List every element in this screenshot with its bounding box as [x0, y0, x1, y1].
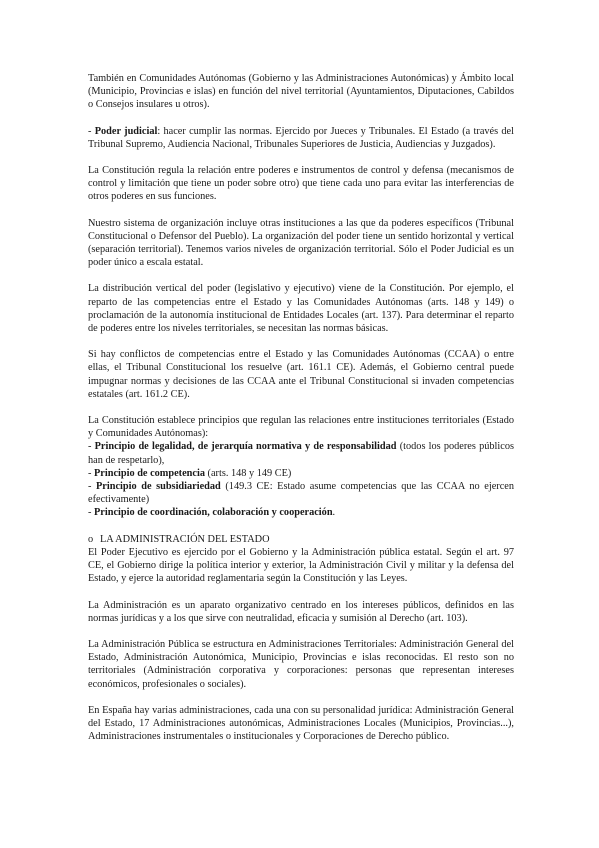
dash-prefix: -: [88, 507, 95, 519]
paragraph-judicial-power: [88, 125, 514, 151]
paragraph-competence-conflicts: Si hay conflictos de competencias entre el Estado y las Comunidades Autónomas (CCAA) o entre ellas, el Tribunal Constitucional los resuelve (art. 161.1 CE). Además, el Gobierno central puede impugnar normas y decisiones de las CCAA ante el Tribunal Constitucional si invaden competencias estatales (art. 161.2 CE).: [88, 349, 514, 400]
dash-prefix: -: [88, 441, 95, 453]
dash-prefix: -: [88, 481, 97, 493]
principle-item: [88, 467, 514, 480]
paragraph-text: : hacer cumplir las normas. Ejercido por Jueces y Tribunales. El Estado (a través del Tribunal Supremo, Audiencia Nacional, Tribunales Superiores de Justicia, Audiencias y Juzgados).: [88, 125, 514, 150]
principle-text: .: [332, 507, 336, 519]
paragraph-autonomous-communities: También en Comunidades Autónomas (Gobierno y las Administraciones Autonómicas) y Ámbito local (Municipio, Provincias e islas) en función del nivel territorial (Ayuntamientos, Diputaciones, Cabildos o Consejos insulares u otros).: [88, 73, 514, 111]
paragraph-administrations-spain: En España hay varias administraciones, cada una con su personalidad jurídica: Administración General del Estado, 17 Administraciones autonómicas, Administraciones Locales (Municipios, Provincias...), Administraciones instrumentales o institucionales y Corporaciones de Derecho público.: [88, 704, 514, 743]
circle-bullet-icon: o: [88, 533, 94, 545]
principle-title: Principio de competencia: [94, 467, 205, 479]
principle-item: [88, 480, 514, 506]
term-judicial-power: Poder judicial: [94, 125, 158, 137]
paragraph-organization-system: Nuestro sistema de organización incluye otras instituciones a las que da poderes específicos (Tribunal Constitucional o Defensor del Pueblo). La organización del poder tiene un sentido horizontal y vertical (separación territorial). Tenemos varios niveles de organización territorial. Sólo el Poder Judicial es un poder único a escala estatal.: [88, 217, 514, 269]
principle-text: (149.3 CE: Estado asume competencias que las CCAA no ejercen efectivamente): [88, 481, 514, 506]
paragraph-vertical-distribution: La distribución vertical del poder (legislativo y ejecutivo) viene de la Constitución. Por ejemplo, el reparto de las competencias entre el Estado y las Comunidades Autónomas (arts. 148 y 149) o proclamación de la autonomía institucional de Entidades Locales (art. 137). Para determinar el reparto de poderes entre los niveles territoriales, se necesitan las normas básicas.: [88, 283, 514, 335]
section-heading: LA ADMINISTRACIÓN DEL ESTADO: [100, 533, 270, 545]
paragraph-administration-structure: La Administración Pública se estructura en Administraciones Territoriales: Administración General del Estado, Administración Autonómica, Municipio, Provincias e islas reconocidas. El resto son no territoriales (Administración corporativa y corporaciones: personas que representan intereses económicos, profesionales o sociales).: [88, 638, 514, 690]
principle-title: Principio de coordinación, colaboración y cooperación: [94, 507, 333, 519]
principle-text: (arts. 148 y 149 CE): [204, 467, 292, 479]
dash-prefix: -: [88, 125, 95, 137]
paragraph-constitution-relations: La Constitución regula la relación entre poderes e instrumentos de control y defensa (mecanismos de control y limitación que tiene un poder sobre otro) que tiene cada uno para evitar las interferencias de otros poderes en sus funciones.: [88, 165, 514, 203]
principle-item: [88, 506, 514, 519]
principles-intro: La Constitución establece principios que regulan las relaciones entre instituciones territoriales (Estado y Comunidades Autónomas):: [88, 415, 514, 440]
principles-section: [88, 414, 514, 520]
document-body: [88, 72, 514, 756]
dash-prefix: -: [88, 467, 95, 479]
principle-item: [88, 440, 514, 466]
principle-text: (todos los poderes públicos han de respetarlo),: [88, 441, 514, 466]
principle-title: Principio de subsidiariedad: [96, 481, 221, 493]
principle-title: Principio de legalidad, de jerarquía normativa y de responsabilidad: [94, 441, 397, 453]
paragraph-administration-definition: La Administración es un aparato organizativo centrado en los intereses públicos, definidos en las normas jurídicas y a los que sirve con neutralidad, eficacia y sumisión al Derecho (art. 103).: [88, 599, 514, 624]
section-heading-row: [88, 533, 514, 546]
paragraph-executive-power: El Poder Ejecutivo es ejercido por el Gobierno y la Administración pública estatal. Según el art. 97 CE, el Gobierno dirige la política interior y exterior, la Administración Civil y militar y la defensa del Estado, y ejerce la autoridad reglamentaria según la Constitución y las Leyes.: [88, 546, 514, 585]
